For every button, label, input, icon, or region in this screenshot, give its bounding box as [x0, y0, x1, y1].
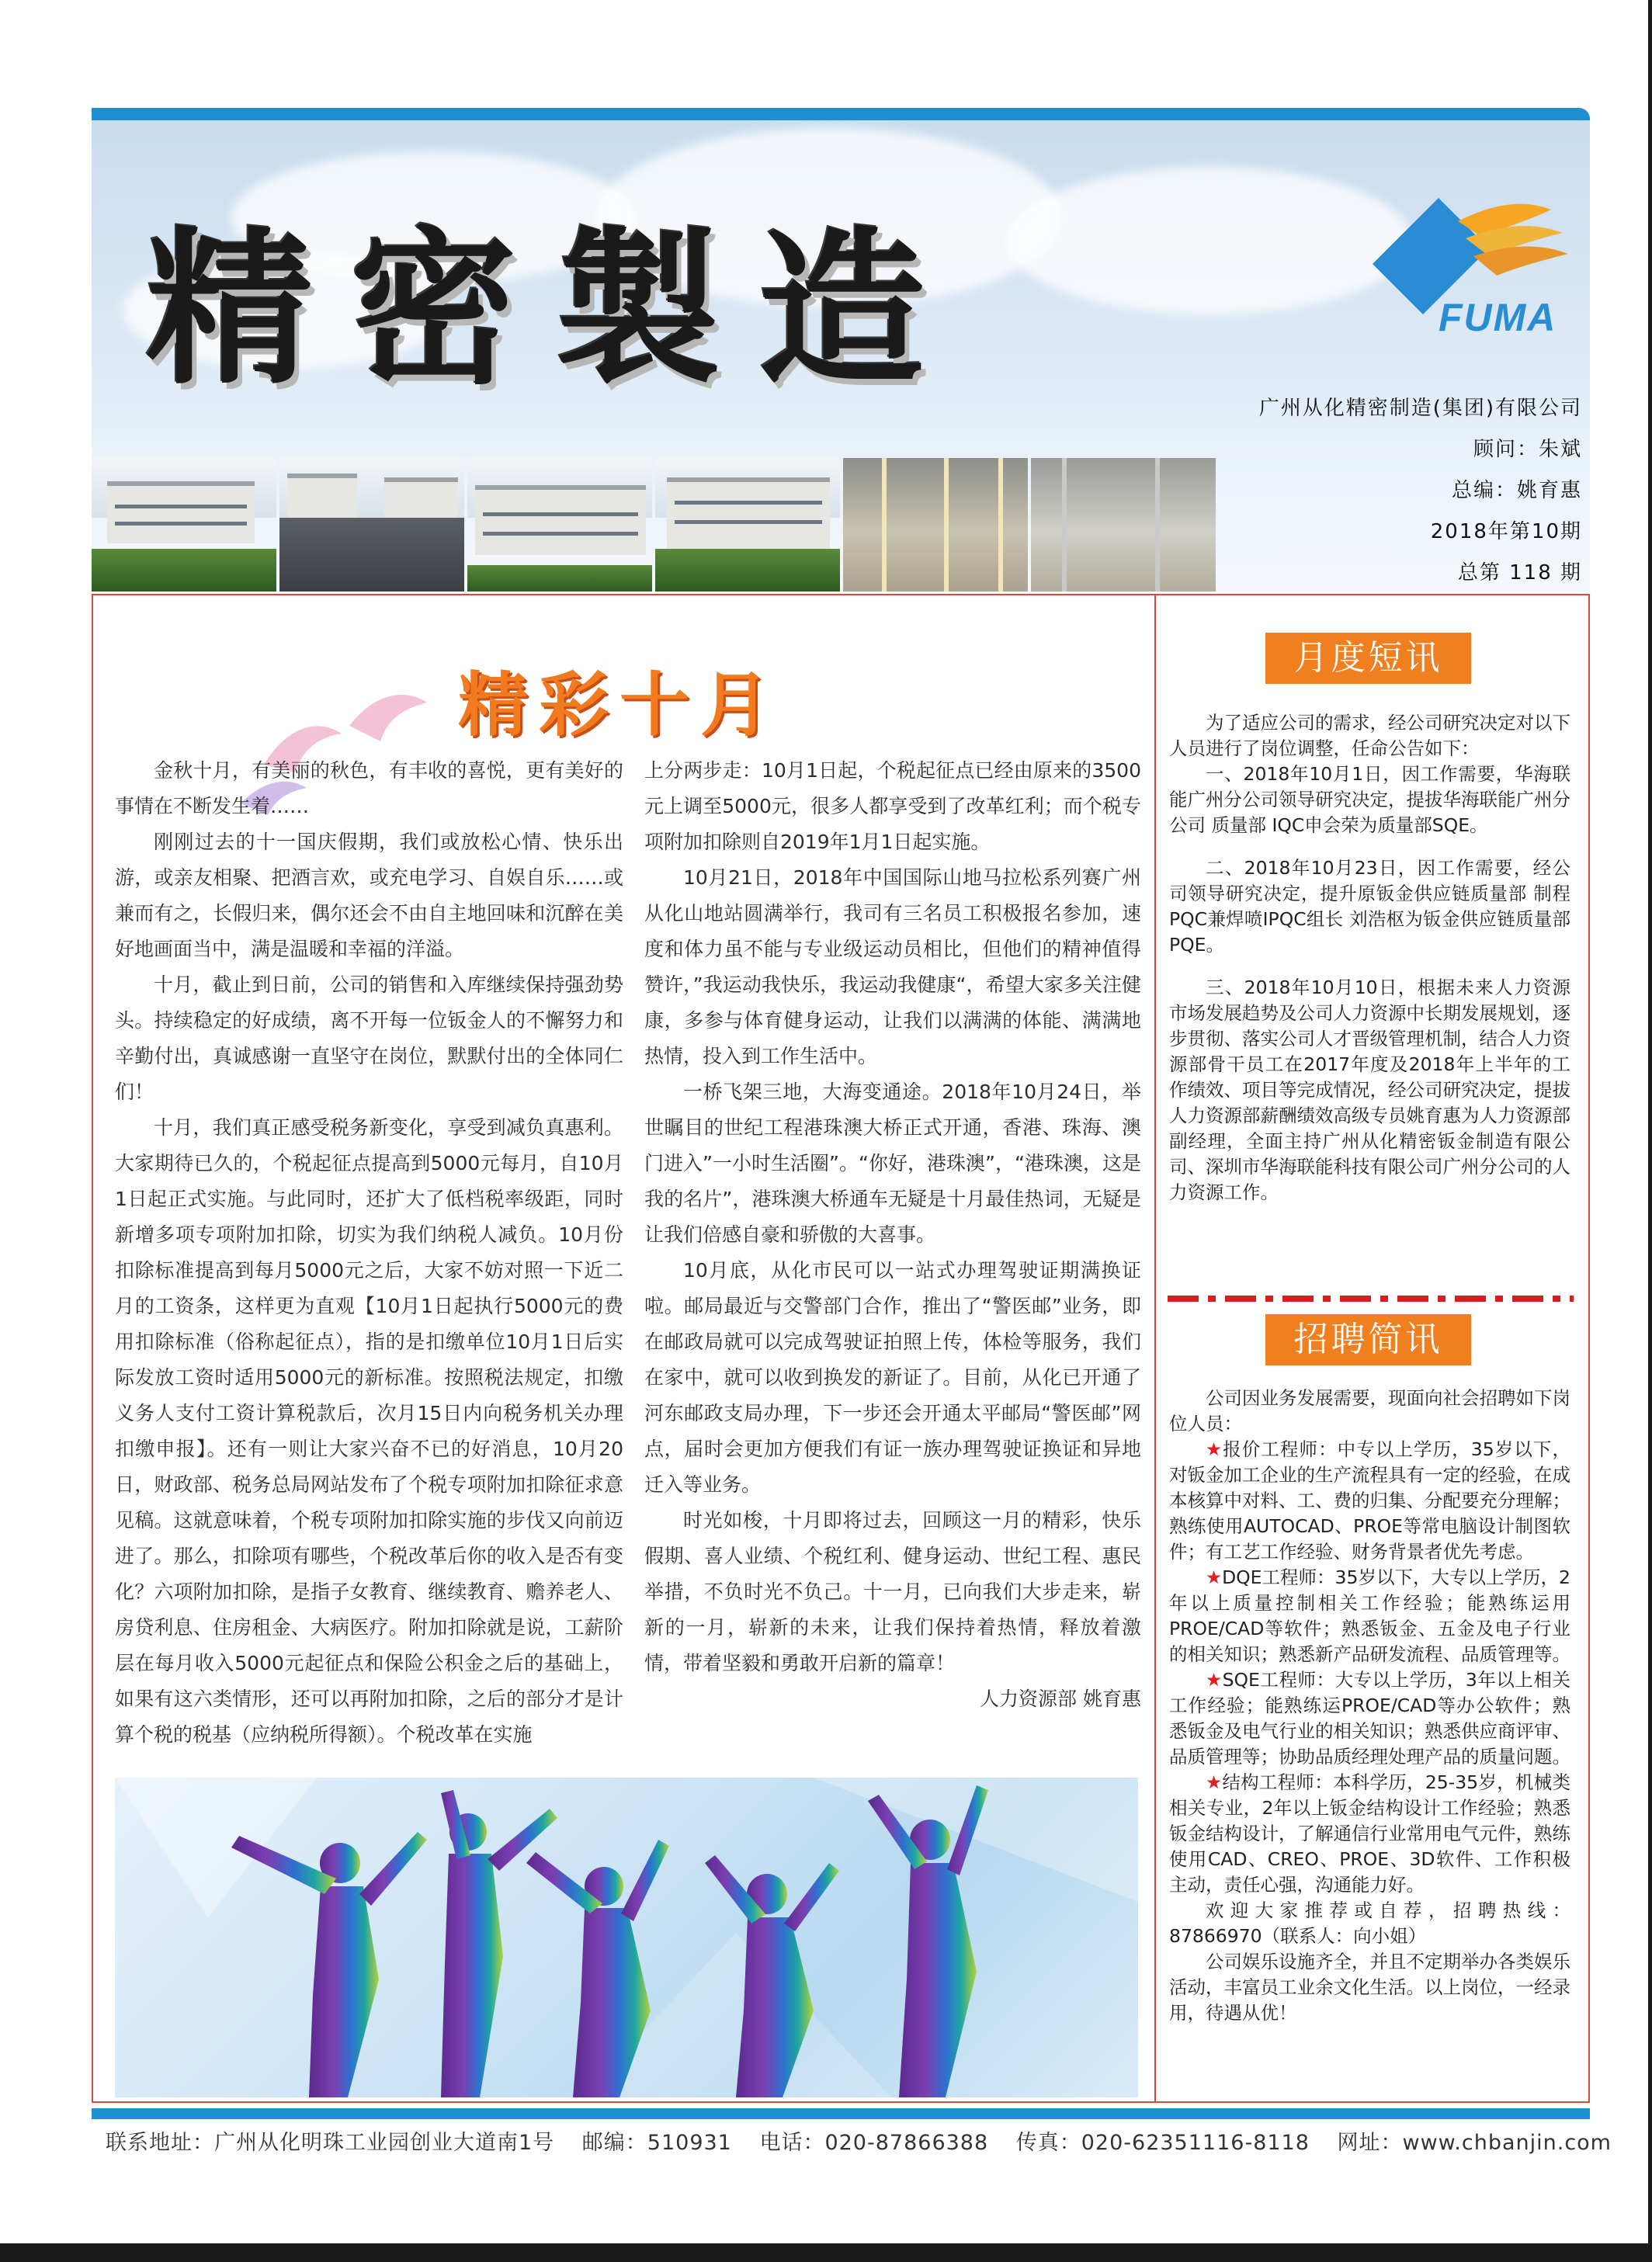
job-text: SQE工程师：大专以上学历，3年以上相关工作经验；能熟练运PROE/CAD等办公软件；熟悉钣金及电气行业的相关知识；熟悉供应商评审、品质管理等；协助品质经理处理产品的质量问题。 — [1169, 1669, 1570, 1768]
star-icon: ★ — [1206, 1669, 1223, 1691]
news-paragraph: 三、2018年10月10日，根据未来人力资源市场发展趋势及公司人力资源中长期发展规划，逐步贯彻、落实公司人才晋级管理机制，结合人力资源部骨干员工在2017年度及2018年上半年的工作绩效、项目等完成情况，经公司研究决定，提拔人力资源部薪酬绩效高级专员姚育惠为人力资源部副经理，全面主持广州从化精密钣金制造有限公司、深圳市华海联能科技有限公司广州分公司的人力资源工作。 — [1169, 977, 1570, 1203]
job-text: DQE工程师：35岁以下，大专以上学历，2年以上质量控制相关工作经验；能熟练运用PROE/CAD等软件；熟悉钣金、五金及电子行业的相关知识；熟悉新产品研发流程、品质管理等。 — [1169, 1566, 1570, 1665]
monthly-news-body — [1169, 710, 1570, 1206]
total-issue-number: 总第 118 期 — [1457, 561, 1582, 585]
factory-photo — [92, 458, 276, 592]
factory-photo — [655, 458, 840, 592]
page-bottom-border — [0, 2243, 1652, 2262]
star-icon: ★ — [1206, 1438, 1223, 1460]
footer-phone: 电话：020-87866388 — [759, 2131, 989, 2155]
celebration-banner-image — [115, 1778, 1138, 2097]
monthly-news-heading: 月度短讯 — [1265, 633, 1471, 684]
article-column-1 — [115, 753, 623, 1753]
article-paragraph: 金秋十月，有美丽的秋色，有丰收的喜悦，更有美好的事情在不断发生着…… — [115, 759, 623, 817]
issue-info — [1259, 388, 1582, 592]
recruitment-body — [1169, 1386, 1570, 2026]
editor-in-chief: 总编：姚育惠 — [1451, 479, 1582, 502]
article-paragraph: 时光如梭，十月即将过去，回顾这一月的精彩，快乐假期、喜人业绩、个税红利、健身运动、世纪工程、惠民举措，不负时光不负己。十一月，已向我们大步走来，崭新的一月，崭新的未来，让我们保持着热情，释放着激情，带着坚毅和勇敢开启新的篇章！ — [644, 1509, 1141, 1674]
footer-contact — [106, 2125, 1632, 2156]
fuma-logo-text: FUMA — [1439, 296, 1557, 339]
masthead — [92, 120, 1590, 592]
job-listing — [1169, 1565, 1570, 1667]
newsletter-title: 精密製造 — [146, 210, 963, 407]
article-column-2 — [644, 753, 1141, 1717]
article-paragraph-continued: 上分两步走：10月1日起，个税起征点已经由原来的3500元上调至5000元，很多人都享受到了改革红利；而个税专项附加扣除则自2019年1月1日起实施。 — [644, 759, 1141, 853]
factory-photo — [279, 458, 464, 592]
main-article — [101, 602, 1149, 2100]
job-listing — [1169, 1437, 1570, 1565]
article-paragraph: 十月，我们真正感受税务新变化，享受到减负真惠利。大家期待已久的，个税起征点提高到5000元每月，自10月1日起正式实施。与此同时，还扩大了低档税率级距，同时新增多项专项附加扣除，切实为我们纳税人减负。10月份扣除标准提高到每月5000元之后，大家不妨对照一下近二月的工资条，这样更为直观【10月1日起执行5000元的费用扣除标准（俗称起征点），指的是扣缴单位10月1日后实际发放工资时适用5000元的新标准。按照税法规定，扣缴义务人支付工资计算税款后，次月15日内向税务机关办理扣缴申报】。还有一则让大家兴奋不已的好消息，10月20日，财政部、税务总局网站发布了个税专项附加扣除征求意见稿。这就意味着，个税专项附加扣除实施的步伐又向前迈进了。那么，扣除项有哪些，个税改革后你的收入是否有变化？六项附加扣除，是指子女教育、继续教育、赡养老人、房贷利息、住房租金、大病医疗。附加扣除就是说，工薪阶层在每月收入5000元起征点和保险公积金之后的基础上，如果有这六类情形，还可以再附加扣除，之后的部分才是计算个税的税基（应纳税所得额）。个税改革在实施 — [115, 1116, 623, 1746]
factory-photo — [843, 458, 1028, 592]
article-headline: 精彩十月 — [458, 664, 781, 746]
section-divider-dashed — [1168, 1296, 1574, 1302]
sidebar — [1164, 602, 1584, 2096]
article-paragraph: 一桥飞架三地，大海变通途。2018年10月24日，举世瞩目的世纪工程港珠澳大桥正式开通，香港、珠海、澳门进入”一小时生活圈”。“你好，港珠澳”，“港珠澳，这是我的名片”，港珠澳大桥通车无疑是十月最佳热词，无疑是让我们倍感自豪和骄傲的大喜事。 — [644, 1081, 1141, 1246]
article-paragraph: 10月底，从化市民可以一站式办理驾驶证期满换证啦。邮局最近与交警部门合作，推出了“警医邮”业务，即在邮政局就可以完成驾驶证拍照上传，体检等服务，我们在家中，就可以收到换发的新证了。目前，从化已开通了河东邮政支局办理，下一步还会开通太平邮局“警医邮”网点，届时会更加方便我们有证一族办理驾驶证换证和异地迁入等业务。 — [644, 1259, 1141, 1496]
footer-accent-bar — [92, 2108, 1590, 2119]
recruitment-heading: 招聘简讯 — [1265, 1314, 1471, 1365]
news-paragraph: 为了适应公司的需求，经公司研究决定对以下人员进行了岗位调整，任命公告如下： — [1169, 712, 1570, 759]
star-icon: ★ — [1206, 1566, 1223, 1588]
company-name: 广州从化精密制造(集团)有限公司 — [1258, 397, 1582, 420]
news-paragraph: 二、2018年10月23日，因工作需要，经公司领导研究决定，提升原钣金供应链质量部 制程PQC兼焊喷IPQC组长 刘浩枢为钣金供应链质量部PQE。 — [1169, 857, 1570, 956]
advisor: 顾问：朱斌 — [1473, 438, 1582, 461]
recruitment-outro: 公司娱乐设施齐全，并且不定期举办各类娱乐活动，丰富员工业余文化生活。以上岗位，一经录用，待遇从优！ — [1169, 1951, 1570, 2024]
article-paragraph: 10月21日，2018年中国国际山地马拉松系列赛广州从化山地站圆满举行，我司有三名员工积极报名参加，速度和体力虽不能与专业级运动员相比，但他们的精神值得赞许，”我运动我快乐，我运动我健康“，希望大家多关注健康，多参与体育健身运动，让我们以满满的体能、满满地热情，投入到工作生活中。 — [644, 866, 1141, 1067]
recruitment-intro: 公司因业务发展需要，现面向社会招聘如下岗位人员： — [1169, 1387, 1570, 1435]
top-accent-bar — [92, 108, 1590, 120]
footer-address: 联系地址：广州从化明珠工业园创业大道南1号 — [106, 2131, 555, 2155]
factory-photo-strip — [92, 458, 1216, 592]
job-listing — [1169, 1770, 1570, 1898]
job-listing — [1169, 1667, 1570, 1770]
article-signature: 人力资源部 姚育惠 — [980, 1688, 1141, 1710]
recruitment-contact: 欢迎大家推荐或自荐，招聘热线：87866970（联系人：向小姐） — [1169, 1899, 1570, 1947]
footer-website[interactable]: 网址：www.chbanjin.com — [1337, 2131, 1612, 2155]
page-right-border — [1648, 0, 1652, 2262]
news-paragraph: 一、2018年10月1日，因工作需要，华海联能广州分公司领导研究决定，提拔华海联能广州分公司 质量部 IQC申会荣为质量部SQE。 — [1169, 763, 1570, 836]
footer-fax: 传真：020-62351116-8118 — [1015, 2131, 1310, 2155]
footer-postcode: 邮编：510931 — [581, 2131, 732, 2155]
star-icon: ★ — [1206, 1771, 1223, 1793]
article-paragraph: 十月，截止到日前，公司的销售和入库继续保持强劲势头。持续稳定的好成绩，离不开每一位钣金人的不懈努力和辛勤付出，真诚感谢一直坚守在岗位，默默付出的全体同仁们！ — [115, 973, 623, 1103]
issue-number: 2018年第10期 — [1430, 520, 1582, 543]
job-text: 结构工程师：本科学历，25-35岁，机械类相关专业，2年以上钣金结构设计工作经验；熟悉钣金结构设计，了解通信行业常用电气元件，熟练使用CAD、CREO、PROE、3D软件、工作积极主动，责任心强，沟通能力好。 — [1169, 1771, 1570, 1896]
jumping-people-illustration — [115, 1778, 1138, 2097]
factory-photo — [467, 458, 652, 592]
article-paragraph: 刚刚过去的十一国庆假期，我们或放松心情、快乐出游，或亲友相聚、把酒言欢，或充电学习、自娱自乐……或兼而有之，长假归来，偶尔还会不由自主地回味和沉醉在美好地画面当中，满是温暖和幸福的洋溢。 — [115, 831, 623, 960]
column-divider — [1154, 594, 1156, 2103]
job-text: 报价工程师：中专以上学历，35岁以下，对钣金加工企业的生产流程具有一定的经验，在成本核算中对料、工、费的归集、分配要充分理解；熟练使用AUTOCAD、PROE等常电脑设计制图软件；有工艺工作经验、财务背景者优先考虑。 — [1169, 1438, 1570, 1563]
factory-photo — [1031, 458, 1216, 592]
